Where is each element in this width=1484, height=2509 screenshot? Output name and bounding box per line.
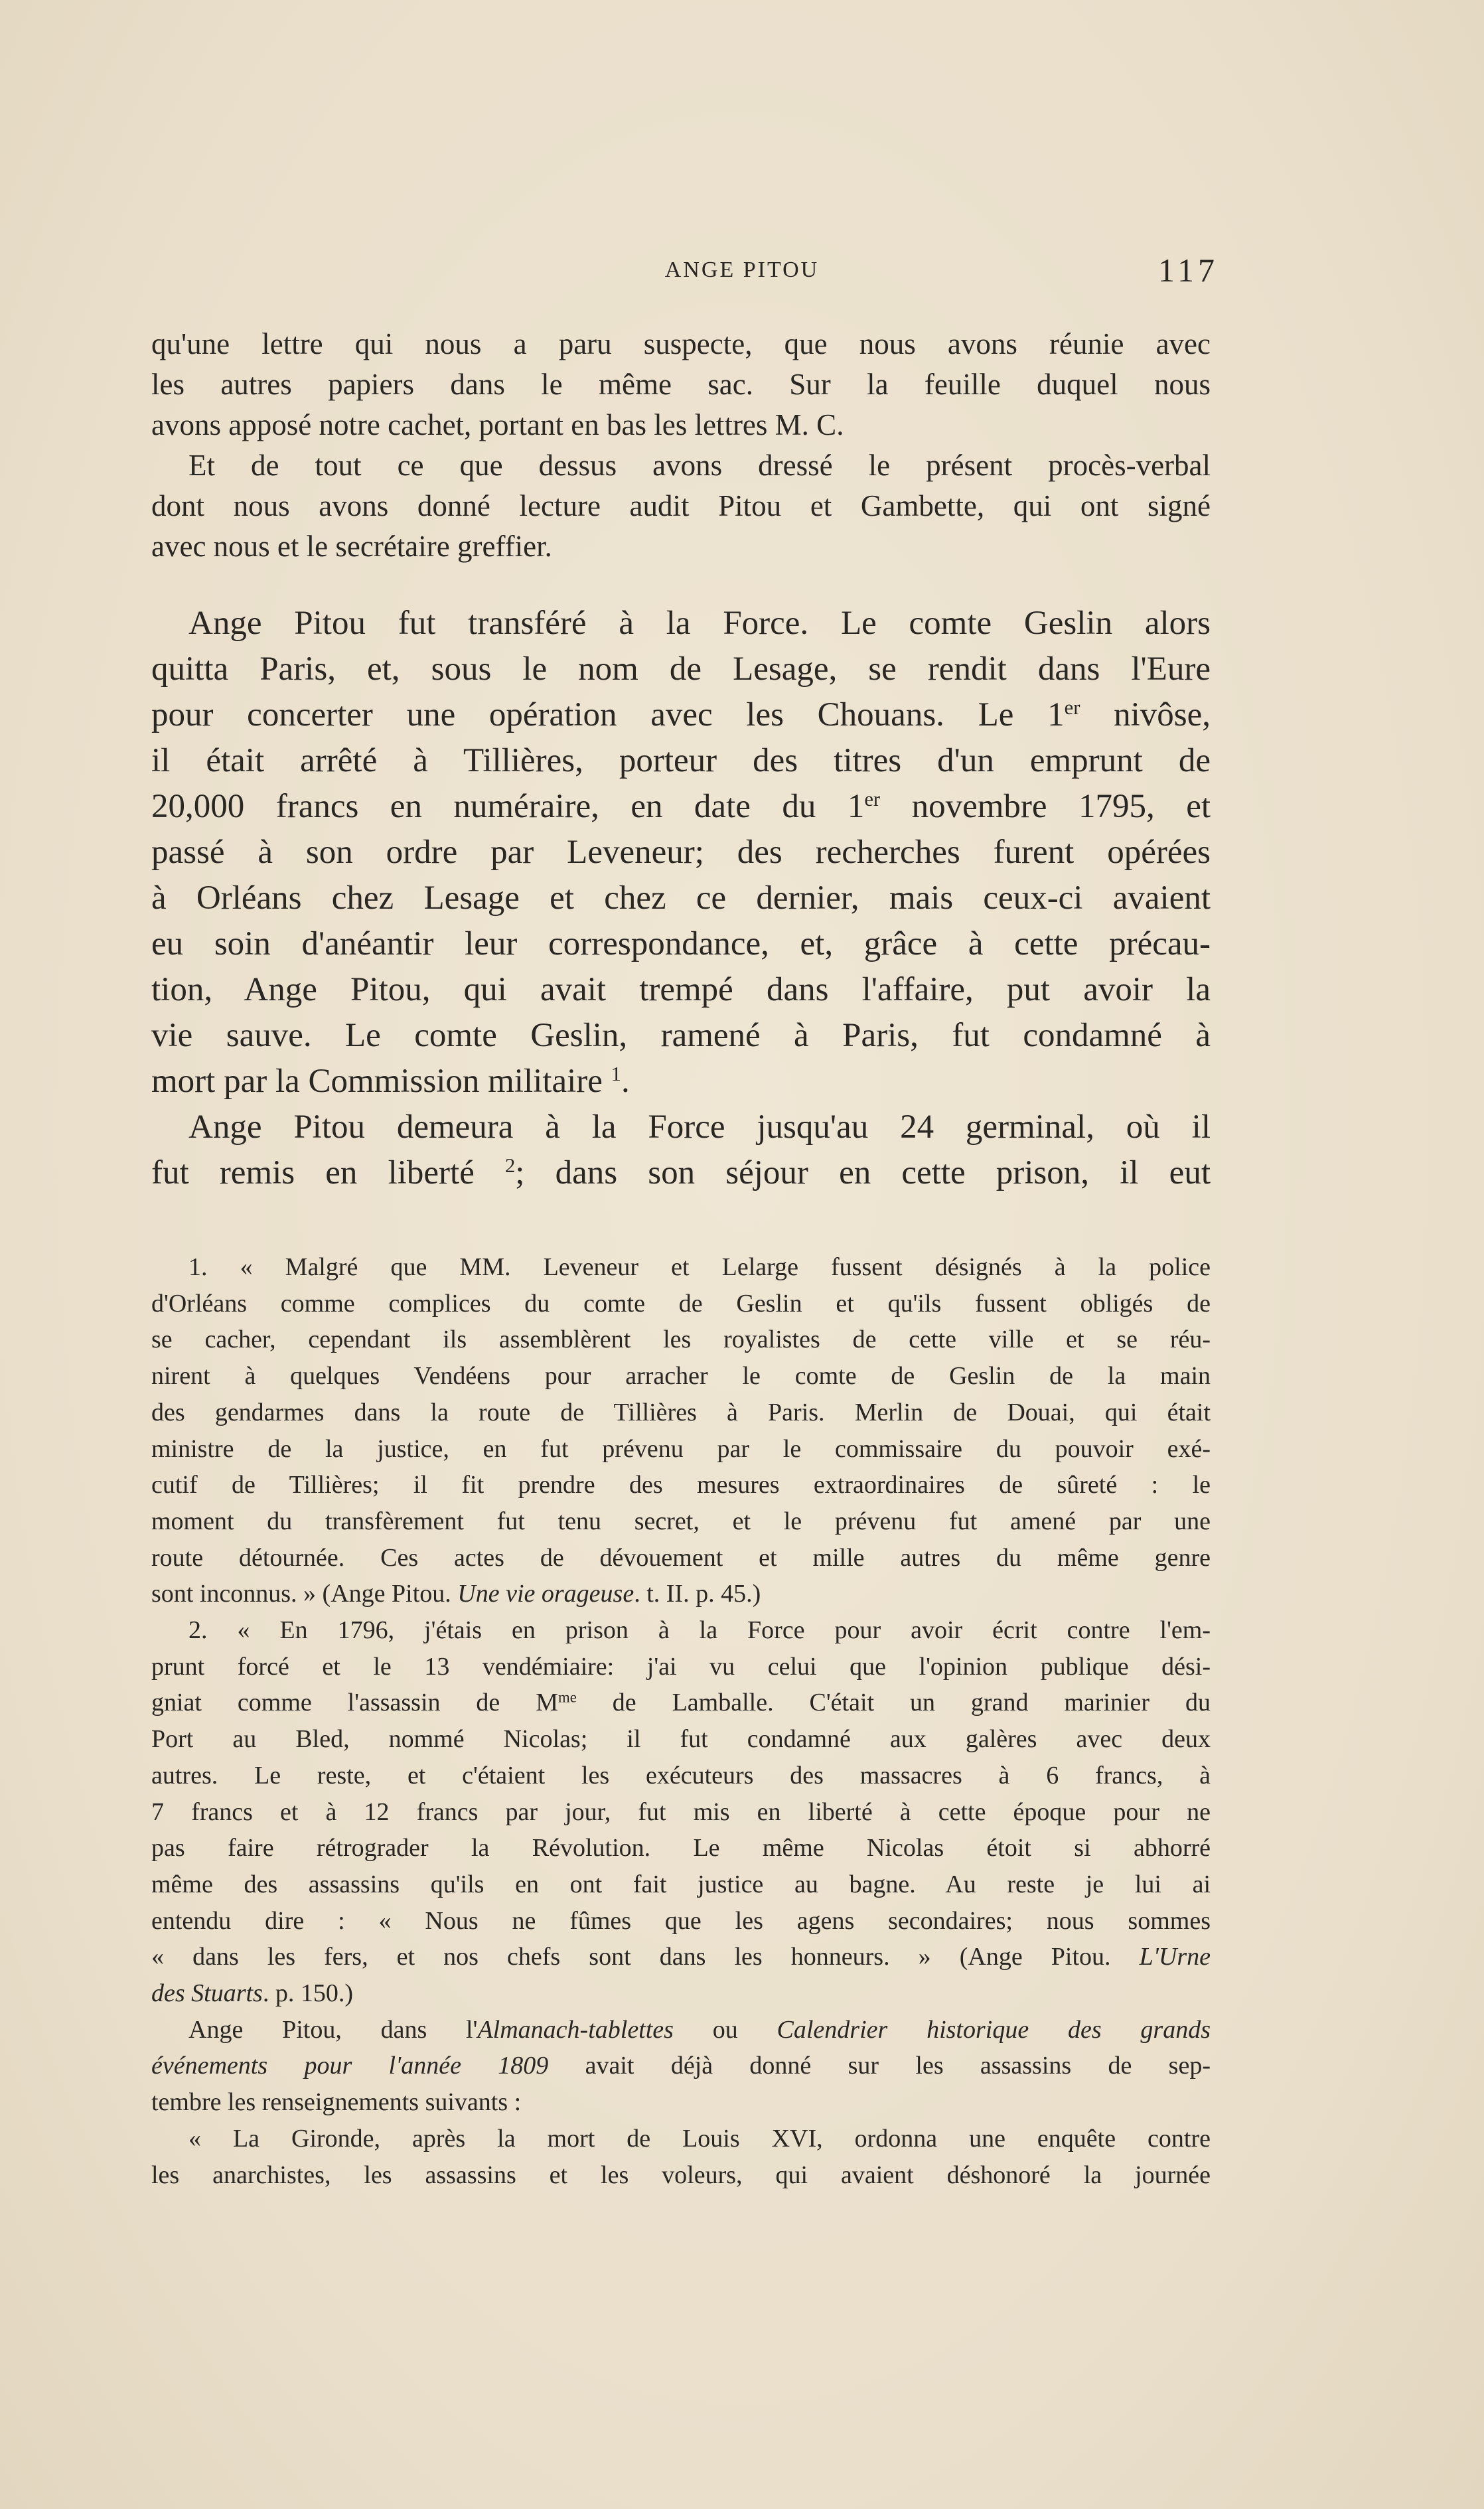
title-superscript: me bbox=[558, 1689, 577, 1706]
running-title: ANGE PITOU bbox=[664, 258, 820, 282]
footnote-line: pas faire rétrograder la Révolution. Le même Nicolas étoit si abhorré bbox=[151, 1834, 1211, 1863]
footnote-line: se cacher, cependant ils assemblèrent les royalistes de cette ville et se réu- bbox=[151, 1326, 1211, 1354]
footnote-line: moment du transfèrement fut tenu secret, et le prévenu fut amené par une bbox=[151, 1507, 1211, 1535]
text-line: il était arrêté à Tillières, porteur des titres d'un emprunt de bbox=[151, 742, 1211, 779]
body-text bbox=[151, 601, 1211, 1196]
footnote-line: tembre les renseignements suivants : bbox=[151, 2088, 522, 2117]
footnote-line: route détournée. Ces actes de dévouement et mille autres du même genre bbox=[151, 1543, 1211, 1572]
book-title: Calendrier historique des grands bbox=[777, 2015, 1211, 2044]
footnotes bbox=[151, 1249, 1211, 2193]
text-line: Ange Pitou fut transféré à la Force. Le comte Geslin alors bbox=[188, 605, 1211, 642]
page-number: 117 bbox=[1157, 252, 1219, 289]
footnote-line: 2. « En 1796, j'étais en prison à la Force pour avoir écrit contre l'em- bbox=[188, 1616, 1211, 1645]
text-line: vie sauve. Le comte Geslin, ramené à Paris, fut condamné à bbox=[151, 1017, 1211, 1054]
ordinal-superscript: er bbox=[1064, 696, 1080, 720]
text-line: qu'une lettre qui nous a paru suspecte, que nous avons réunie avec bbox=[151, 327, 1211, 360]
text-line: passé à son ordre par Leveneur; des recherches furent opérées bbox=[151, 834, 1211, 871]
footnote-line: prunt forcé et le 13 vendémiaire: j'ai vu celui que l'opinion publique dési- bbox=[151, 1652, 1211, 1681]
text-line: les autres papiers dans le même sac. Sur la feuille duquel nous bbox=[151, 368, 1211, 401]
running-head bbox=[0, 251, 1484, 291]
footnote-line: Ange Pitou, dans l'Almanach-tablettes ou Calendrier historique des grands bbox=[188, 2015, 1211, 2044]
text-line: fut remis en liberté $^2$; dans son séjour en cette prison, il eut bbox=[151, 1154, 1211, 1191]
footnote-line: cutif de Tillières; il fit prendre des mesures extraordinaires de sûreté : le bbox=[151, 1471, 1211, 1499]
text-line: avec nous et le secrétaire greffier. bbox=[151, 530, 552, 563]
footnote-line: sont inconnus. » (Ange Pitou. Une vie orageuse. t. II. p. 45.) bbox=[151, 1580, 761, 1608]
footnote-line: d'Orléans comme complices du comte de Geslin et qu'ils fussent obligés de bbox=[151, 1289, 1211, 1318]
book-title: des Stuarts bbox=[151, 1979, 263, 2008]
footnote-line: les anarchistes, les assassins et les voleurs, qui avaient déshonoré la journée bbox=[151, 2161, 1211, 2189]
book-title: Almanach-tablettes bbox=[477, 2015, 674, 2044]
footnote-line: « La Gironde, après la mort de Louis XVI, ordonna une enquête contre bbox=[188, 2124, 1211, 2153]
footnote-ref: 2 bbox=[505, 1154, 516, 1178]
text-line: eu soin d'anéantir leur correspondance, et, grâce à cette précau- bbox=[151, 925, 1211, 962]
footnote-line: des gendarmes dans la route de Tillières à Paris. Merlin de Douai, qui était bbox=[151, 1398, 1211, 1426]
footnote-line: 7 francs et à 12 francs par jour, fut mis en liberté à cette époque pour ne bbox=[151, 1797, 1211, 1826]
footnote-line: même des assassins qu'ils en ont fait justice au bagne. Au reste je lui ai bbox=[151, 1870, 1211, 1898]
text-line: Et de tout ce que dessus avons dressé le présent procès-verbal bbox=[188, 449, 1211, 482]
footnote-line: « dans les fers, et nos chefs sont dans les honneurs. » (Ange Pitou. L'Urne bbox=[151, 1943, 1211, 1971]
text-line: avons apposé notre cachet, portant en bas les lettres M. C. bbox=[151, 408, 844, 441]
text-line: tion, Ange Pitou, qui avait trempé dans l'affaire, put avoir la bbox=[151, 971, 1211, 1008]
book-title: Une vie orageuse bbox=[457, 1580, 634, 1608]
book-title: L'Urne bbox=[1139, 1943, 1211, 1971]
book-title: événements pour l'année 1809 bbox=[151, 2052, 549, 2080]
ordinal-superscript: er bbox=[864, 788, 881, 811]
footnote-ref: 1 bbox=[611, 1063, 621, 1086]
text-line: pour concerter une opération avec les Chouans. Le 1er nivôse, bbox=[151, 696, 1211, 733]
text-line: à Orléans chez Lesage et chez ce dernier, mais ceux-ci avaient bbox=[151, 879, 1211, 917]
footnote-line: ministre de la justice, en fut prévenu par le commissaire du pouvoir exé- bbox=[151, 1434, 1211, 1463]
document-excerpt bbox=[151, 324, 1211, 567]
footnote-line: 1. « Malgré que MM. Leveneur et Lelarge fussent désignés à la police bbox=[188, 1253, 1211, 1281]
footnote-line: nirent à quelques Vendéens pour arracher le comte de Geslin de la main bbox=[151, 1362, 1211, 1391]
text-line: Ange Pitou demeura à la Force jusqu'au 24 germinal, où il bbox=[188, 1108, 1211, 1146]
footnote-line: autres. Le reste, et c'étaient les exécuteurs des massacres à 6 francs, à bbox=[151, 1761, 1211, 1789]
footnote-line: gniat comme l'assassin de $M^{me}$ de Lamballe. C'était un grand marinier du bbox=[151, 1689, 1211, 1717]
footnote-line: entendu dire : « Nous ne fûmes que les agens secondaires; nous sommes bbox=[151, 1906, 1211, 1935]
text-line: quitta Paris, et, sous le nom de Lesage, se rendit dans l'Eure bbox=[151, 650, 1211, 688]
text-line: dont nous avons donné lecture audit Pitou et Gambette, qui ont signé bbox=[151, 489, 1211, 522]
footnote-line: des Stuarts. p. 150.) bbox=[151, 1979, 354, 2008]
text-line: mort par la Commission militaire $^1$. bbox=[151, 1063, 630, 1100]
footnote-line: événements pour l'année 1809 avait déjà donné sur les assassins de sep- bbox=[151, 2052, 1211, 2080]
text-line: 20,000 francs en numéraire, en date du 1er novembre 1795, et bbox=[151, 788, 1211, 825]
footnote-line: Port au Bled, nommé Nicolas; il fut condamné aux galères avec deux bbox=[151, 1725, 1211, 1754]
